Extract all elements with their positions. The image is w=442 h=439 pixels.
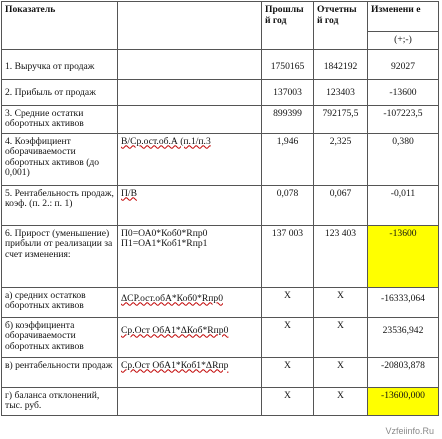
row-formula: В/Ср.ост.об.А (п.1/п.3	[118, 133, 262, 185]
row-formula	[118, 387, 262, 415]
table-row	[2, 49, 439, 79]
row-name: 2. Прибыль от продаж	[2, 79, 118, 105]
row-curr: X	[314, 357, 368, 387]
row-change: 0,380	[368, 133, 439, 185]
table-row	[2, 185, 439, 225]
row-name: г) баланса отклонений, тыс. руб.	[2, 387, 118, 415]
row-formula: Ср.Ост ОбА1*ΔКоб*Rпр0	[118, 317, 262, 357]
row-change-highlighted: -13600,000	[368, 387, 439, 415]
analysis-table	[1, 1, 439, 416]
header-change: Изменени е	[368, 2, 439, 32]
row-name: в) рентабельности продаж	[2, 357, 118, 387]
row-prev: 1750165	[262, 49, 314, 79]
header-indicator: Показатель	[2, 2, 118, 50]
row-name: 6. Прирост (уменьшение) прибыли от реализации за счет изменения:	[2, 225, 118, 287]
row-curr: X	[314, 387, 368, 415]
row-prev: 137 003	[262, 225, 314, 287]
row-curr: 123 403	[314, 225, 368, 287]
row-formula	[118, 105, 262, 133]
header-prev-year: Прошлы й год	[262, 2, 314, 50]
row-change: -20803,878	[368, 357, 439, 387]
row-name: б) коэффициента оборачиваемости оборотных активов	[2, 317, 118, 357]
row-prev: X	[262, 357, 314, 387]
row-curr: 123403	[314, 79, 368, 105]
row-formula	[118, 225, 262, 287]
table-row	[2, 287, 439, 317]
row-prev: X	[262, 387, 314, 415]
row-curr: X	[314, 317, 368, 357]
table-row	[2, 357, 439, 387]
header-formula	[118, 2, 262, 50]
site-watermark: Vzfeiinfo.Ru	[385, 426, 434, 436]
row-name: 5. Рентабельность продаж, коэф. (п. 2.: п. 1)	[2, 185, 118, 225]
row-change: -0,011	[368, 185, 439, 225]
table-row	[2, 105, 439, 133]
formula-line-1: П0=ОА0*Коб0*Rпр0	[121, 227, 208, 239]
header-report-year: Отчетны й год	[314, 2, 368, 50]
row-name: а) средних остатков оборотных активов	[2, 287, 118, 317]
table-row	[2, 79, 439, 105]
row-prev: 1,946	[262, 133, 314, 185]
row-change-highlighted: -13600	[368, 225, 439, 287]
table-row	[2, 317, 439, 357]
row-formula	[118, 49, 262, 79]
row-prev: 137003	[262, 79, 314, 105]
row-curr: 2,325	[314, 133, 368, 185]
row-curr: X	[314, 287, 368, 317]
table-row	[2, 133, 439, 185]
formula-line-2: П1=ОА1*Коб1*Rпр1	[121, 238, 208, 250]
row-change: -107223,5	[368, 105, 439, 133]
row-curr: 0,067	[314, 185, 368, 225]
row-formula: ΔСР.ост.обА*Коб0*Rпр0	[118, 287, 262, 317]
header-row	[2, 2, 439, 32]
header-change-sign: (+;-)	[368, 32, 439, 50]
row-curr: 792175,5	[314, 105, 368, 133]
table-row	[2, 225, 439, 287]
table-row	[2, 387, 439, 415]
row-name: 4. Коэффициент оборачиваемости оборотных активов (до 0,001)	[2, 133, 118, 185]
row-formula: Ср.Ост ОбА1*Коб1*ΔRпр	[118, 357, 262, 387]
row-curr: 1842192	[314, 49, 368, 79]
row-name: 3. Средние остатки оборотных активов	[2, 105, 118, 133]
row-name: 1. Выручка от продаж	[2, 49, 118, 79]
row-prev: X	[262, 317, 314, 357]
row-prev: 899399	[262, 105, 314, 133]
row-change: 23536,942	[368, 317, 439, 357]
row-change: -13600	[368, 79, 439, 105]
row-formula: П/В	[118, 185, 262, 225]
row-prev: 0,078	[262, 185, 314, 225]
row-formula	[118, 79, 262, 105]
row-change: 92027	[368, 49, 439, 79]
row-prev: X	[262, 287, 314, 317]
row-change: -16333,064	[368, 287, 439, 317]
